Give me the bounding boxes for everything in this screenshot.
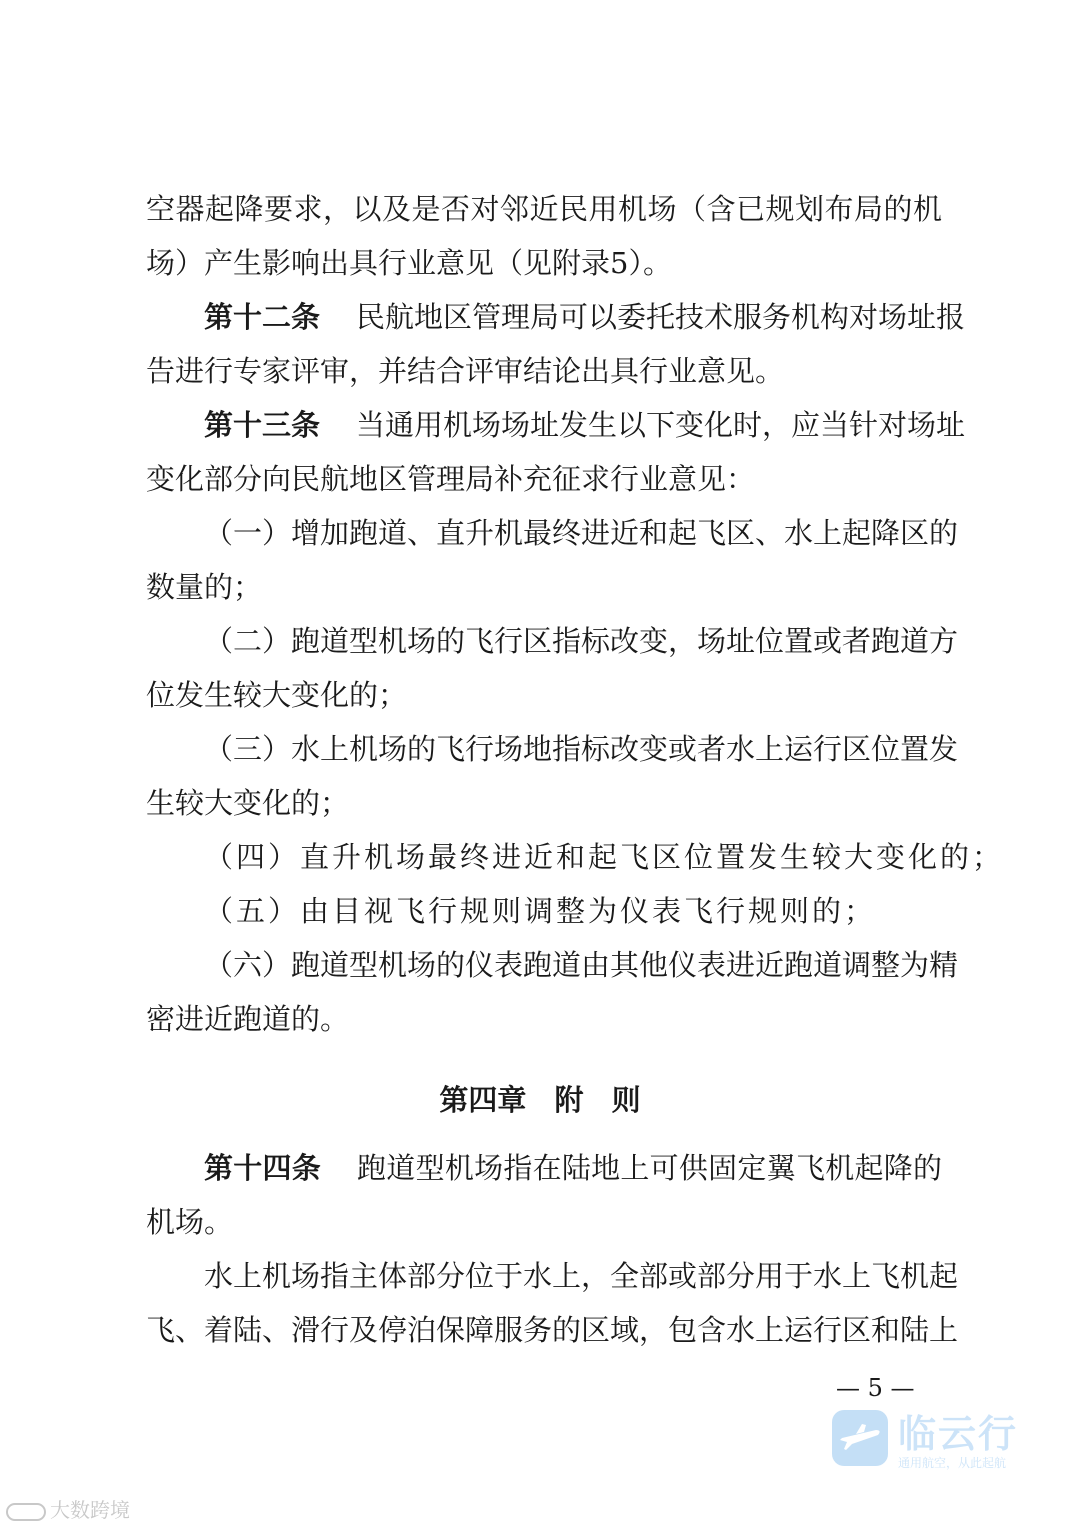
list-item-4: （四）直升机场最终进近和起飞区位置发生较大变化的； — [204, 840, 1005, 874]
list-item-6: （六）跑道型机场的仪表跑道由其他仪表进近跑道调整为精 — [204, 948, 959, 982]
list-item-5: （五）由目视飞行规则调整为仪表飞行规则的； — [204, 894, 877, 928]
page-number: — 5 — — [836, 1374, 915, 1402]
text-line: 数量的； — [146, 570, 263, 604]
article-13-line-1 — [204, 405, 966, 445]
list-item-1: （一）增加跑道、直升机最终进近和起飞区、水上起降区的 — [204, 516, 959, 550]
article-14-text: 跑道型机场指在陆地上可供固定翼飞机起降的 — [357, 1151, 942, 1185]
text-line: 空器起降要求，以及是否对邻近民用机场（含已规划布局的机 — [146, 192, 942, 226]
text-line: 密进近跑道的。 — [146, 1002, 350, 1036]
text-line: 变化部分向民航地区管理局补充征求行业意见： — [146, 462, 756, 496]
text-line: 飞、着陆、滑行及停泊保障服务的区域，包含水上运行区和陆上 — [146, 1313, 959, 1347]
article-12-label: 第十二条 — [204, 300, 321, 334]
article-13-label: 第十三条 — [204, 408, 321, 442]
text-line: 生较大变化的； — [146, 786, 350, 820]
article-14-label: 第十四条 — [204, 1151, 322, 1185]
article-12-line-1 — [204, 297, 966, 337]
plane-icon — [832, 1410, 888, 1466]
list-item-2: （二）跑道型机场的飞行区指标改变，场址位置或者跑道方 — [204, 624, 959, 658]
article-14-line-1 — [204, 1148, 942, 1188]
text-line: 机场。 — [146, 1205, 234, 1239]
chapter-heading: 第四章 附 则 — [439, 1083, 641, 1117]
text-line: 水上机场指主体部分位于水上，全部或部分用于水上飞机起 — [204, 1259, 959, 1293]
watermark-bottom-text: 大数跨境 — [50, 1498, 130, 1522]
list-item-3: （三）水上机场的飞行场地指标改变或者水上运行区位置发 — [204, 732, 959, 766]
text-line: 场）产生影响出具行业意见（见附录5）。 — [146, 246, 672, 280]
watermark-logo-subtitle: 通用航空，从此起航 — [898, 1456, 1007, 1470]
article-12-text: 民航地区管理局可以委托技术服务机构对场址报 — [356, 300, 966, 334]
text-line: 告进行专家评审，并结合评审结论出具行业意见。 — [146, 354, 785, 388]
watermark-logo-text: 临云行 — [898, 1412, 1019, 1456]
watermark-logo — [832, 1410, 1042, 1474]
text-line: 位发生较大变化的； — [146, 678, 408, 712]
weibo-icon — [6, 1503, 46, 1521]
watermark-bottom — [6, 1494, 130, 1520]
article-13-text: 当通用机场场址发生以下变化时，应当针对场址 — [356, 408, 966, 442]
